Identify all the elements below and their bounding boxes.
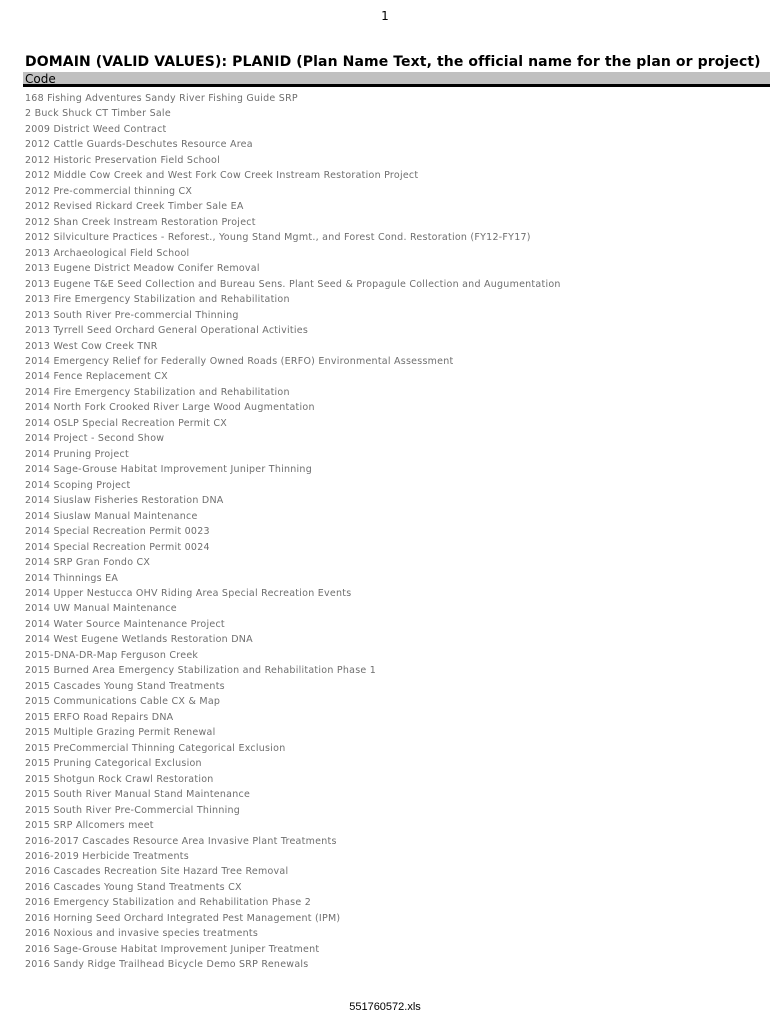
list-item: 2013 Tyrrell Seed Orchard General Operational Activities: [25, 325, 309, 337]
list-item: 2014 Thinnings EA: [25, 572, 119, 584]
list-item: 2012 Historic Preservation Field School: [25, 154, 220, 166]
list-item: 2015 ERFO Road Repairs DNA: [25, 711, 174, 723]
list-item: 2016 Sage-Grouse Habitat Improvement Juniper Treatment: [25, 943, 320, 955]
list-item: 2014 Fire Emergency Stabilization and Rehabilitation: [25, 386, 290, 398]
list-item: 2012 Cattle Guards-Deschutes Resource Area: [25, 139, 253, 151]
code-list: [25, 91, 770, 973]
list-item: 2014 Siuslaw Manual Maintenance: [25, 510, 198, 522]
list-item: 2012 Pre-commercial thinning CX: [25, 185, 193, 197]
list-item: 2016 Sandy Ridge Trailhead Bicycle Demo SRP Renewals: [25, 959, 309, 971]
document-title: DOMAIN (VALID VALUES): PLANID (Plan Name Text, the official name for the plan or project): [25, 54, 761, 70]
list-item: 2012 Revised Rickard Creek Timber Sale EA: [25, 201, 244, 213]
list-item: 2013 West Cow Creek TNR: [25, 340, 158, 352]
list-item: 2012 Shan Creek Instream Restoration Project: [25, 216, 256, 228]
list-item: 2015 Multiple Grazing Permit Renewal: [25, 727, 216, 739]
list-item: 2014 Special Recreation Permit 0024: [25, 541, 210, 553]
list-item: 2015 PreCommercial Thinning Categorical Exclusion: [25, 742, 286, 754]
list-item: 2015 Cascades Young Stand Treatments: [25, 680, 225, 692]
list-item: 2014 Special Recreation Permit 0023: [25, 526, 210, 538]
list-item: 2015 South River Manual Stand Maintenance: [25, 789, 251, 801]
list-item: 2015 Shotgun Rock Crawl Restoration: [25, 773, 214, 785]
list-item: 2014 Pruning Project: [25, 448, 129, 460]
list-item: 2014 Water Source Maintenance Project: [25, 618, 225, 630]
list-item: 2013 Eugene District Meadow Conifer Removal: [25, 263, 260, 275]
list-item: 2016 Emergency Stabilization and Rehabilitation Phase 2: [25, 897, 311, 909]
list-item: 2014 Project - Second Show: [25, 433, 165, 445]
list-item: 2013 Eugene T&E Seed Collection and Bureau Sens. Plant Seed & Propagule Collection and Augumentation: [25, 278, 561, 290]
list-item: 2014 North Fork Crooked River Large Wood Augmentation: [25, 402, 315, 414]
list-item: 2015 South River Pre-Commercial Thinning: [25, 804, 241, 816]
list-item: 2014 Sage-Grouse Habitat Improvement Juniper Thinning: [25, 464, 312, 476]
list-item: 2015 Burned Area Emergency Stabilization and Rehabilitation Phase 1: [25, 665, 377, 677]
list-item: 2013 Archaeological Field School: [25, 247, 190, 259]
list-item: 2014 Upper Nestucca OHV Riding Area Special Recreation Events: [25, 588, 352, 599]
list-item: 2014 Siuslaw Fisheries Restoration DNA: [25, 495, 224, 507]
list-item: 2012 Silviculture Practices - Reforest., Young Stand Mgmt., and Forest Cond. Restoration (FY12-FY17): [25, 232, 531, 244]
list-item: 2009 District Weed Contract: [25, 123, 167, 135]
list-item: 2013 South River Pre-commercial Thinning: [25, 309, 239, 321]
list-item: 2014 OSLP Special Recreation Permit CX: [25, 417, 228, 429]
list-item: 2014 West Eugene Wetlands Restoration DNA: [25, 634, 253, 646]
list-item: 2014 Emergency Relief for Federally Owned Roads (ERFO) Environmental Assessment: [25, 355, 454, 367]
list-item: 2014 UW Manual Maintenance: [25, 603, 177, 615]
list-item: 2016 Noxious and invasive species treatments: [25, 928, 259, 940]
list-item: 2014 Fence Replacement CX: [25, 371, 168, 383]
list-item: 2016 Horning Seed Orchard Integrated Pest Management (IPM): [25, 912, 341, 924]
list-item: 2015-DNA-DR-Map Ferguson Creek: [25, 649, 199, 661]
column-header-code: Code: [23, 72, 770, 87]
list-item: 2016 Cascades Recreation Site Hazard Tree Removal: [25, 866, 289, 878]
footer-filename: 551760572.xls: [349, 1001, 421, 1013]
list-item: 2016-2017 Cascades Resource Area Invasive Plant Treatments: [25, 835, 337, 847]
page-number: 1: [381, 9, 389, 23]
list-item: 2015 Communications Cable CX & Map: [25, 696, 221, 708]
list-item: 168 Fishing Adventures Sandy River Fishing Guide SRP: [25, 93, 298, 104]
list-item: 2015 Pruning Categorical Exclusion: [25, 758, 202, 770]
list-item: 2012 Middle Cow Creek and West Fork Cow Creek Instream Restoration Project: [25, 170, 419, 182]
list-item: 2 Buck Shuck CT Timber Sale: [25, 108, 171, 120]
list-item: 2016 Cascades Young Stand Treatments CX: [25, 881, 242, 893]
list-item: 2014 SRP Gran Fondo CX: [25, 557, 151, 569]
list-item: 2014 Scoping Project: [25, 479, 131, 491]
list-item: 2013 Fire Emergency Stabilization and Rehabilitation: [25, 294, 290, 306]
list-item: 2016-2019 Herbicide Treatments: [25, 850, 189, 862]
list-item: 2015 SRP Allcomers meet: [25, 820, 154, 832]
